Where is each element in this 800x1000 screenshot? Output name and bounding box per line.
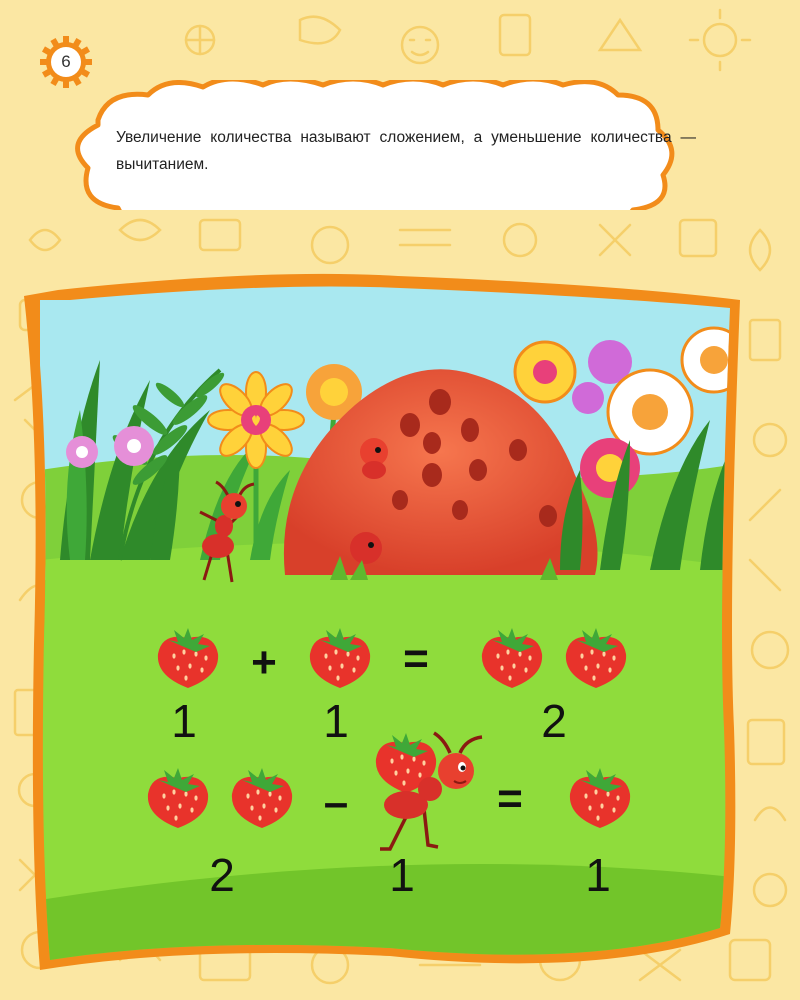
- minus-sign: –: [323, 778, 349, 827]
- strawberry-icon: [310, 628, 370, 688]
- ant-with-strawberry-icon: [376, 733, 482, 849]
- addition-left-count: 1: [171, 695, 197, 747]
- addition-right-count: 1: [323, 695, 349, 747]
- strawberry-icon: [566, 628, 626, 688]
- equals-sign: =: [497, 774, 523, 823]
- strawberry-icon: [232, 768, 292, 828]
- equals-sign: =: [403, 634, 429, 683]
- plus-sign: +: [251, 638, 277, 687]
- subtraction-right-count: 1: [389, 849, 415, 901]
- strawberry-icon: [158, 628, 218, 688]
- strawberry-icon: [148, 768, 208, 828]
- subtraction-result: 1: [585, 849, 611, 901]
- page-number: 6: [61, 52, 71, 71]
- strawberry-icon: [482, 628, 542, 688]
- subtraction-left-count: 2: [209, 849, 235, 901]
- strawberry-icon: [570, 768, 630, 828]
- addition-result: 2: [541, 695, 567, 747]
- intro-text: Увеличение количества называют сложением, а уменьшение количества — вычитанием.: [116, 129, 696, 173]
